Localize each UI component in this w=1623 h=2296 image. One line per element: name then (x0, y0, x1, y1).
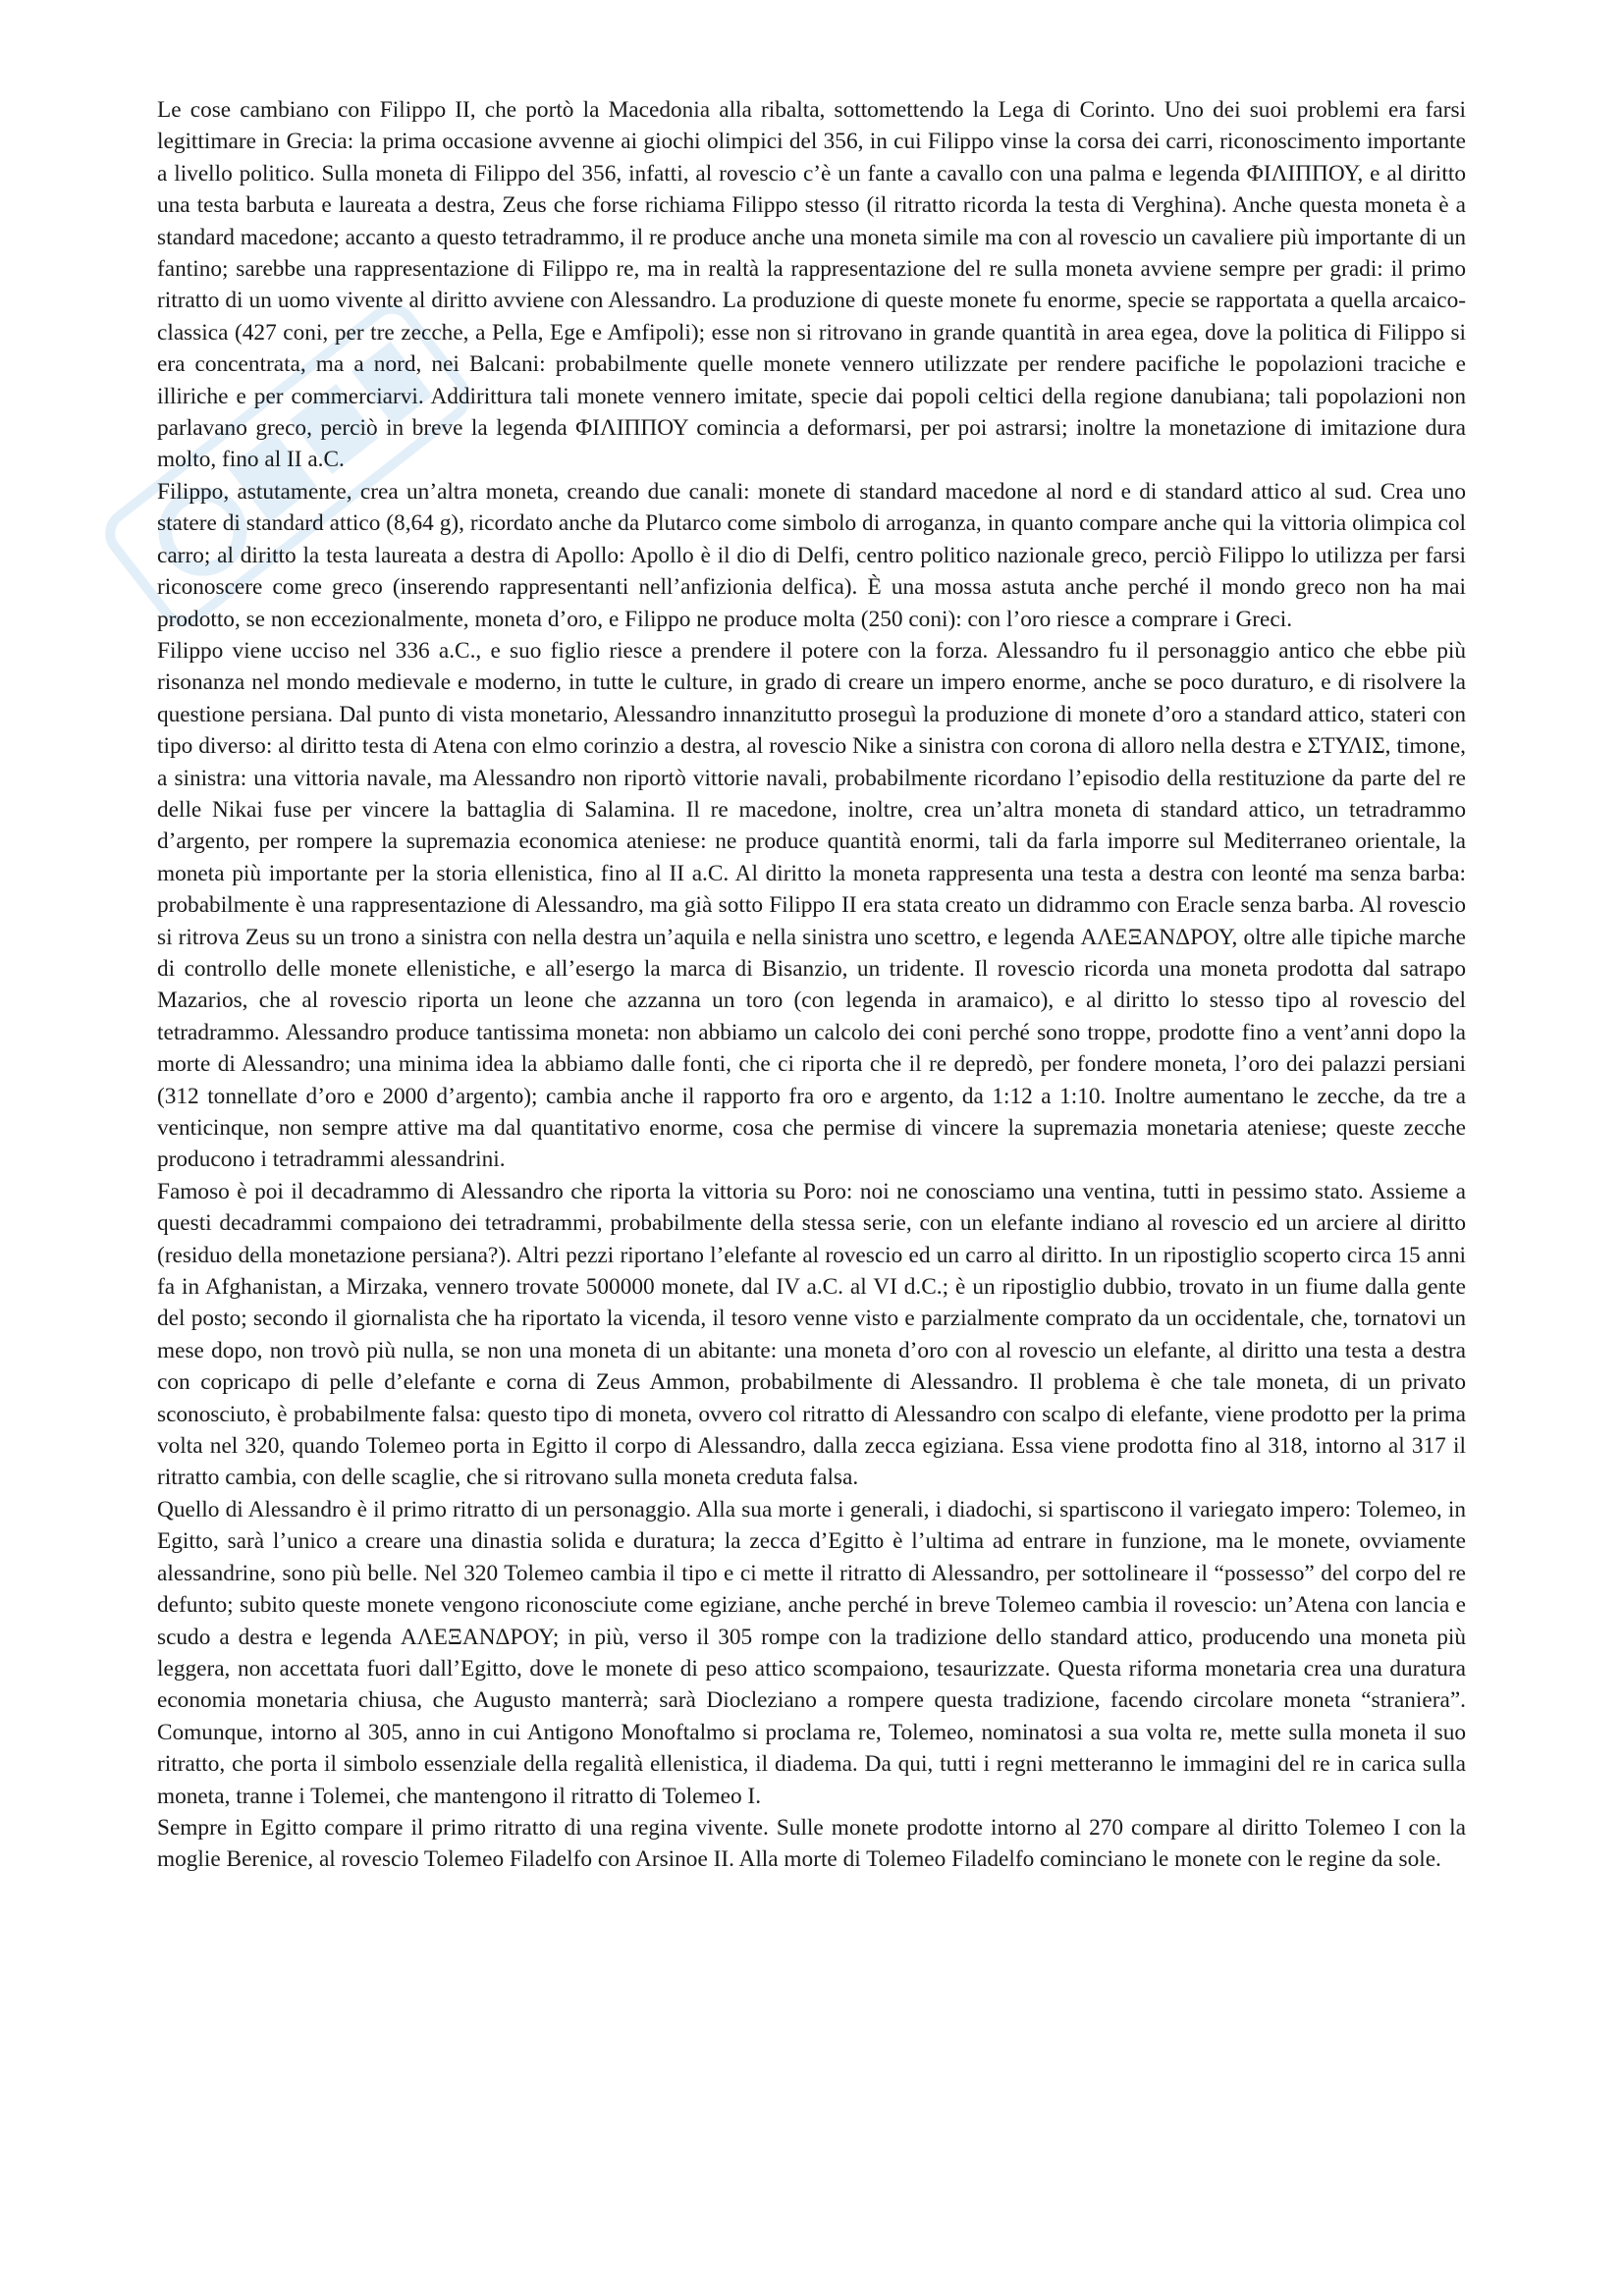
paragraph-diadochi: Quello di Alessandro è il primo ritratto di un personaggio. Alla sua morte i generali, i diadochi, si spartiscono il variegato impero: Tolemeo, in Egitto, sarà l’unico a creare una dinastia solida e duratura; la zecca d’Egitto è l’ultima ad entrare in funzione, ma le monete, ovviamente alessandrine, sono più belle. Nel 320 Tolemeo cambia il tipo e ci mette il ritratto di Alessandro, per sottolineare il “possesso” del corpo del re defunto; subito queste monete vengono riconosciute come egiziane, anche perché in breve Tolemeo cambia il rovescio: un’Atena con lancia e scudo a destra e legenda ΑΛΕΞΑΝΔΡΟΥ; in più, verso il 305 rompe con la tradizione dello standard attico, producendo una moneta più leggera, non accettata fuori dall’Egitto, dove le monete di peso attico scompaiono, tesaurizzate. Questa riforma monetaria crea una duratura economia monetaria chiusa, che Augusto manterrà; sarà Diocleziano a rompere questa tradizione, facendo circolare moneta “straniera”. Comunque, intorno al 305, anno in cui Antigono Monoftalmo si proclama re, Tolemeo, nominatosi a sua volta re, mette sulla moneta il suo ritratto, che porta il simbolo essenziale della regalità ellenistica, il diadema. Da qui, tutti i regni metteranno le immagini del re in carica sulla moneta, tranne i Tolemei, che mantengono il ritratto di Tolemeo I. (157, 1496, 1466, 1809)
paragraph-filippo-statere: Filippo, astutamente, crea un’altra moneta, creando due canali: monete di standard macedone al nord e di standard attico al sud. Crea uno statere di standard attico (8,64 g), ricordato anche da Plutarco come simbolo di arroganza, in quanto compare anche qui la vittoria olimpica col carro; al diritto la testa laureata a destra di Apollo: Apollo è il dio di Delfi, centro politico nazionale greco, perciò Filippo lo utilizza per farsi riconoscere come greco (inserendo rappresentanti nell’anfizionia delfica). È una mossa astuta anche perché il mondo greco non ha mai prodotto, se non eccezionalmente, moneta d’oro, e Filippo ne produce molta (250 coni): con l’oro riesce a comprare i Greci. (157, 478, 1466, 632)
paragraph-regina: Sempre in Egitto compare il primo ritratto di una regina vivente. Sulle monete prodotte intorno al 270 compare al diritto Tolemeo I con la moglie Berenice, al rovescio Tolemeo Filadelfo con Arsinoe II. Alla morte di Tolemeo Filadelfo cominciano le monete con le regine da sole. (157, 1814, 1466, 1873)
paragraph-filippo-ii: Le cose cambiano con Filippo II, che portò la Macedonia alla ribalta, sottomettendo la Lega di Corinto. Uno dei suoi problemi era farsi legittimare in Grecia: la prima occasione avvenne ai giochi olimpici del 356, in cui Filippo vinse la corsa dei carri, riconoscimento importante a livello politico. Sulla moneta di Filippo del 356, infatti, al rovescio c’è un fante a cavallo con una palma e legenda ΦΙΛΙΠΠΟΥ, e al diritto una testa barbuta e laureata a destra, Zeus che forse richiama Filippo stesso (il ritratto ricorda la testa di Verghina). Anche questa moneta è a standard macedone; accanto a questo tetradrammo, il re produce anche una moneta simile ma con al rovescio un cavaliere più importante di un fantino; sarebbe una rappresentazione di Filippo re, ma in realtà la rappresentazione del re sulla moneta avviene sempre per gradi: il primo ritratto di un uomo vivente al diritto avviene con Alessandro. La produzione di queste monete fu enorme, specie se rapportata a quella arcaico-classica (427 coni, per tre zecche, a Pella, Ege e Amfipoli); esse non si ritrovano in grande quantità in area egea, dove la politica di Filippo si era concentrata, ma a nord, nei Balcani: probabilmente quelle monete vennero utilizzate per rendere pacifiche le popolazioni traciche e illiriche e per commerciarvi. Addirittura tali monete vennero imitate, specie dai popoli celtici della regione danubiana; tali popolazioni non parlavano greco, perciò in breve la legenda ΦΙΛΙΠΠΟΥ comincia a deformarsi, per poi astrarsi; inoltre la monetazione di imitazione dura molto, fino al II a.C. (157, 97, 1466, 473)
paragraph-decadrammo: Famoso è poi il decadrammo di Alessandro che riporta la vittoria su Poro: noi ne conosciamo una ventina, tutti in pessimo stato. Assieme a questi decadrammi compaiono dei tetradrammi, probabilmente della stessa serie, con un elefante indiano al rovescio ed un arciere al diritto (residuo della monetazione persiana?). Altri pezzi riportano l’elefante al rovescio ed un carro al diritto. In un ripostiglio scoperto circa 15 anni fa in Afghanistan, a Mirzaka, vennero trovate 500000 monete, dal IV a.C. al VI d.C.; è un ripostiglio dubbio, trovato in un fiume dalla gente del posto; secondo il giornalista che ha riportato la vicenda, il tesoro venne visto e parzialmente comprato da un occidentale, che, tornatovi un mese dopo, non trovò più nulla, se non una moneta di un abitante: una moneta d’oro con al rovescio un elefante, al diritto una testa a destra con copricapo di pelle d’elefante e corna di Zeus Ammon, probabilmente di Alessandro. Il problema è che tale moneta, di un privato sconosciuto, è probabilmente falsa: questo tipo di moneta, ovvero col ritratto di Alessandro con scalpo di elefante, viene prodotto per la prima volta nel 320, quando Tolemeo porta in Egitto il corpo di Alessandro, dalla zecca egiziana. Essa viene prodotta fino al 318, intorno al 317 il ritratto cambia, con delle scaglie, che si ritrovano sulla moneta creduta falsa. (157, 1178, 1466, 1491)
document-body (157, 94, 1466, 1876)
paragraph-alessandro: Filippo viene ucciso nel 336 a.C., e suo figlio riesce a prendere il potere con la forza. Alessandro fu il personaggio antico che ebbe più risonanza nel mondo medievale e moderno, in tutte le culture, in grado di creare un impero enorme, anche se poco duraturo, e di risolvere la questione persiana. Dal punto di vista monetario, Alessandro innanzitutto proseguì la produzione di monete d’oro a standard attico, stateri con tipo diverso: al diritto testa di Atena con elmo corinzio a destra, al rovescio Nike a sinistra con corona di alloro nella destra e ΣΤΥΛΙΣ, timone, a sinistra: una vittoria navale, ma Alessandro non riportò vittorie navali, probabilmente ricordano l’episodio della restituzione da parte del re delle Nikai fuse per vincere la battaglia di Salamina. Il re macedone, inoltre, crea un’altra moneta di standard attico, un tetradrammo d’argento, per rompere la supremazia economica ateniese: ne produce quantità enormi, tali da farla imporre sul Mediterraneo orientale, la moneta più importante per la storia ellenistica, fino al II a.C. Al diritto la moneta rappresenta una testa a destra con leonté ma senza barba: probabilmente è una rappresentazione di Alessandro, ma già sotto Filippo II era stata creato un didrammo con Eracle senza barba. Al rovescio si ritrova Zeus su un trono a sinistra con nella destra un’aquila e nella sinistra uno scettro, e legenda ΑΛΕΞΑΝΔΡΟΥ, oltre alle tipiche marche di controllo delle monete ellenistiche, e all’esergo la marca di Bisanzio, un tridente. Il rovescio ricorda una moneta prodotta dal satrapo Mazarios, che al rovescio riporta un leone che azzanna un toro (con legenda in aramaico), e al diritto lo stesso tipo al rovescio del tetradrammo. Alessandro produce tantissima moneta: non abbiamo un calcolo dei coni perché sono troppe, prodotte fino a vent’anni dopo la morte di Alessandro; una minima idea la abbiamo dalle fonti, che ci riporta che il re depredò, per fondere moneta, l’oro dei palazzi persiani (312 tonnellate d’oro e 2000 d’argento); cambia anche il rapporto fra oro e argento, da 1:12 a 1:10. Inoltre aumentano le zecche, da tre a venticinque, non sempre attive ma dal quantitativo enorme, cosa che permise di vincere la supremazia monetaria ateniese; queste zecche producono i tetradrammi alessandrini. (157, 637, 1466, 1173)
